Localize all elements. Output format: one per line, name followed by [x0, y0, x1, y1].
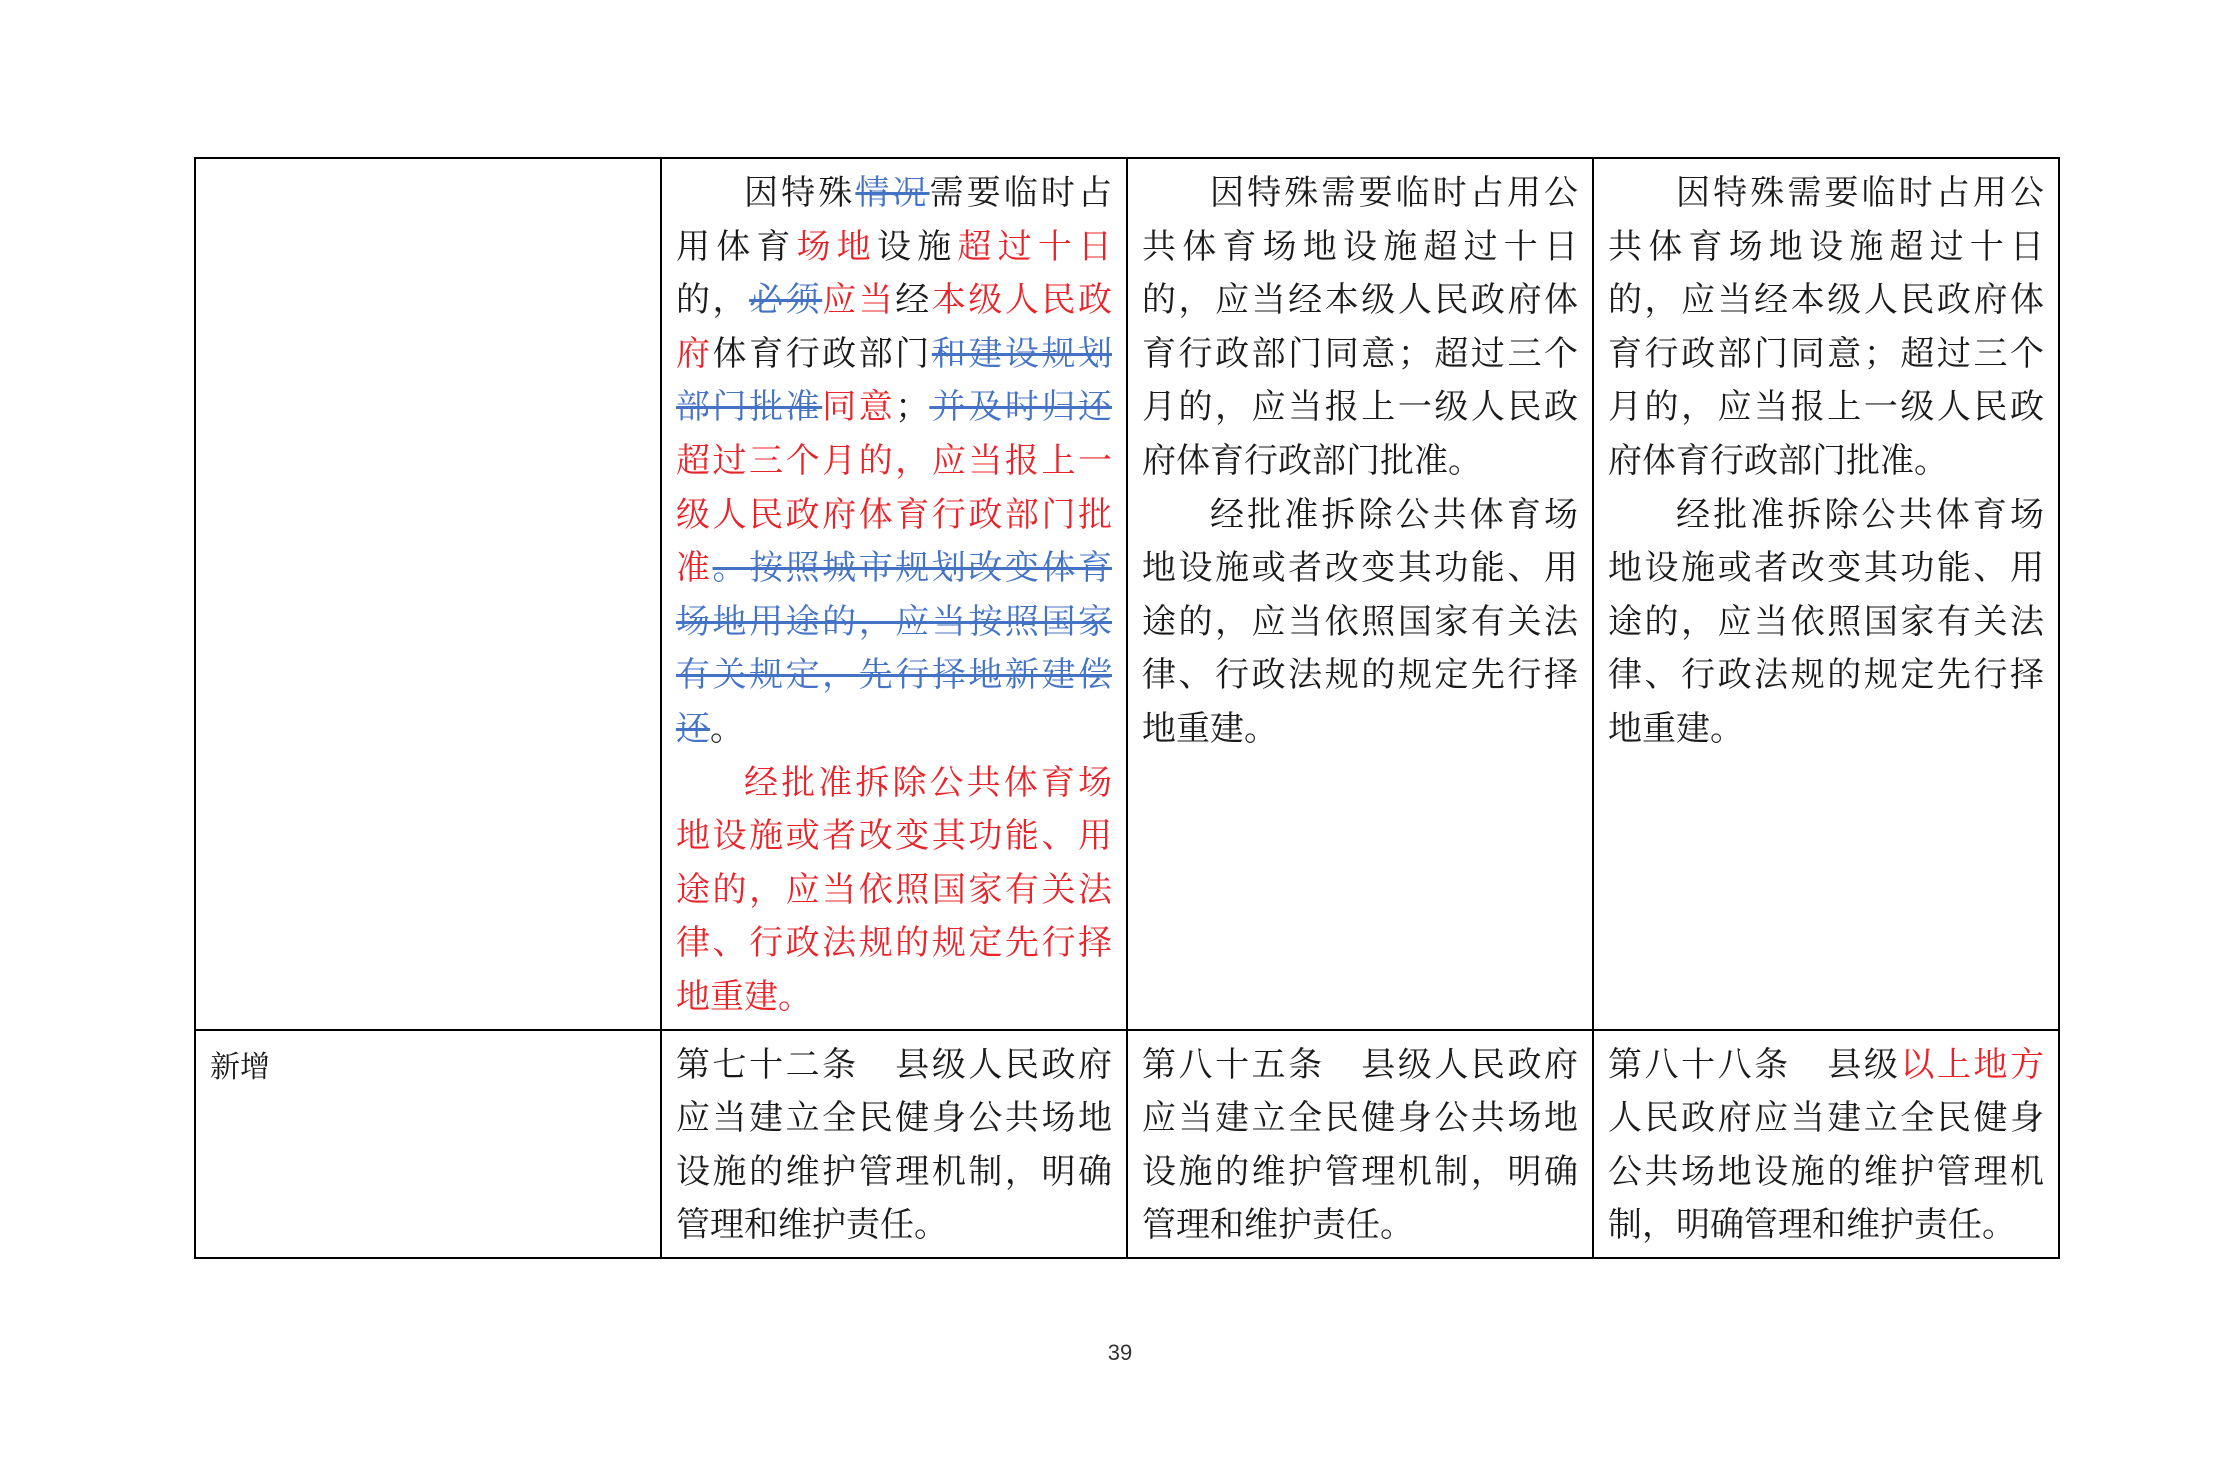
row2-col4 — [1593, 1030, 2059, 1258]
paragraph-2: 经批准拆除公共体育场地设施或者改变其功能、用途的，应当依照国家有关法律、行政法规的规定先行择地重建。 — [1608, 494, 2044, 749]
row1-col3 — [1127, 158, 1593, 1030]
article-text: 第八十八条 县级以上地方人民政府应当建立全民健身公共场地设施的维护管理机制，明确管理和维护责任。 — [1608, 1044, 2045, 1246]
row1-col4 — [1593, 158, 2059, 1030]
revision-paragraph-2: 经批准拆除公共体育场地设施或者改变其功能、用途的，应当依照国家有关法律、行政法规的规定先行择地重建。 — [676, 762, 1112, 1017]
page-number: 39 — [1107, 1340, 1133, 1365]
paragraph-1: 因特殊需要临时占用公共体育场地设施超过十日的，应当经本级人民政府体育行政部门同意；超过三个月的，应当报上一级人民政府体育行政部门批准。 — [1608, 173, 2044, 481]
paragraph-1: 因特殊需要临时占用公共体育场地设施超过十日的，应当经本级人民政府体育行政部门同意；超过三个月的，应当报上一级人民政府体育行政部门批准。 — [1142, 173, 1578, 481]
comparison-table — [194, 157, 2060, 1259]
row1-col1 — [195, 158, 661, 1030]
table-row — [195, 158, 2059, 1030]
paragraph-2: 经批准拆除公共体育场地设施或者改变其功能、用途的，应当依照国家有关法律、行政法规的规定先行择地重建。 — [1142, 494, 1578, 749]
table-row — [195, 1030, 2059, 1258]
row1-col2-draft-revision — [661, 158, 1127, 1030]
row2-col3 — [1127, 1030, 1593, 1258]
revision-paragraph-1: 因特殊情况需要临时占用体育场地设施超过十日的，必须应当经本级人民政府体育行政部门和建设规划部门批准同意；并及时归还超过三个月的，应当报上一级人民政府体育行政部门批准。按照城市规划改变体育场地用途的，应当按照国家有关规定，先行择地新建偿还。 — [676, 173, 1113, 749]
article-text: 第七十二条 县级人民政府应当建立全民健身公共场地设施的维护管理机制，明确管理和维护责任。 — [676, 1044, 1112, 1246]
article-text: 第八十五条 县级人民政府应当建立全民健身公共场地设施的维护管理机制，明确管理和维护责任。 — [1142, 1044, 1578, 1246]
row2-col2 — [661, 1030, 1127, 1258]
row2-col1-label: 新增 — [195, 1030, 661, 1258]
